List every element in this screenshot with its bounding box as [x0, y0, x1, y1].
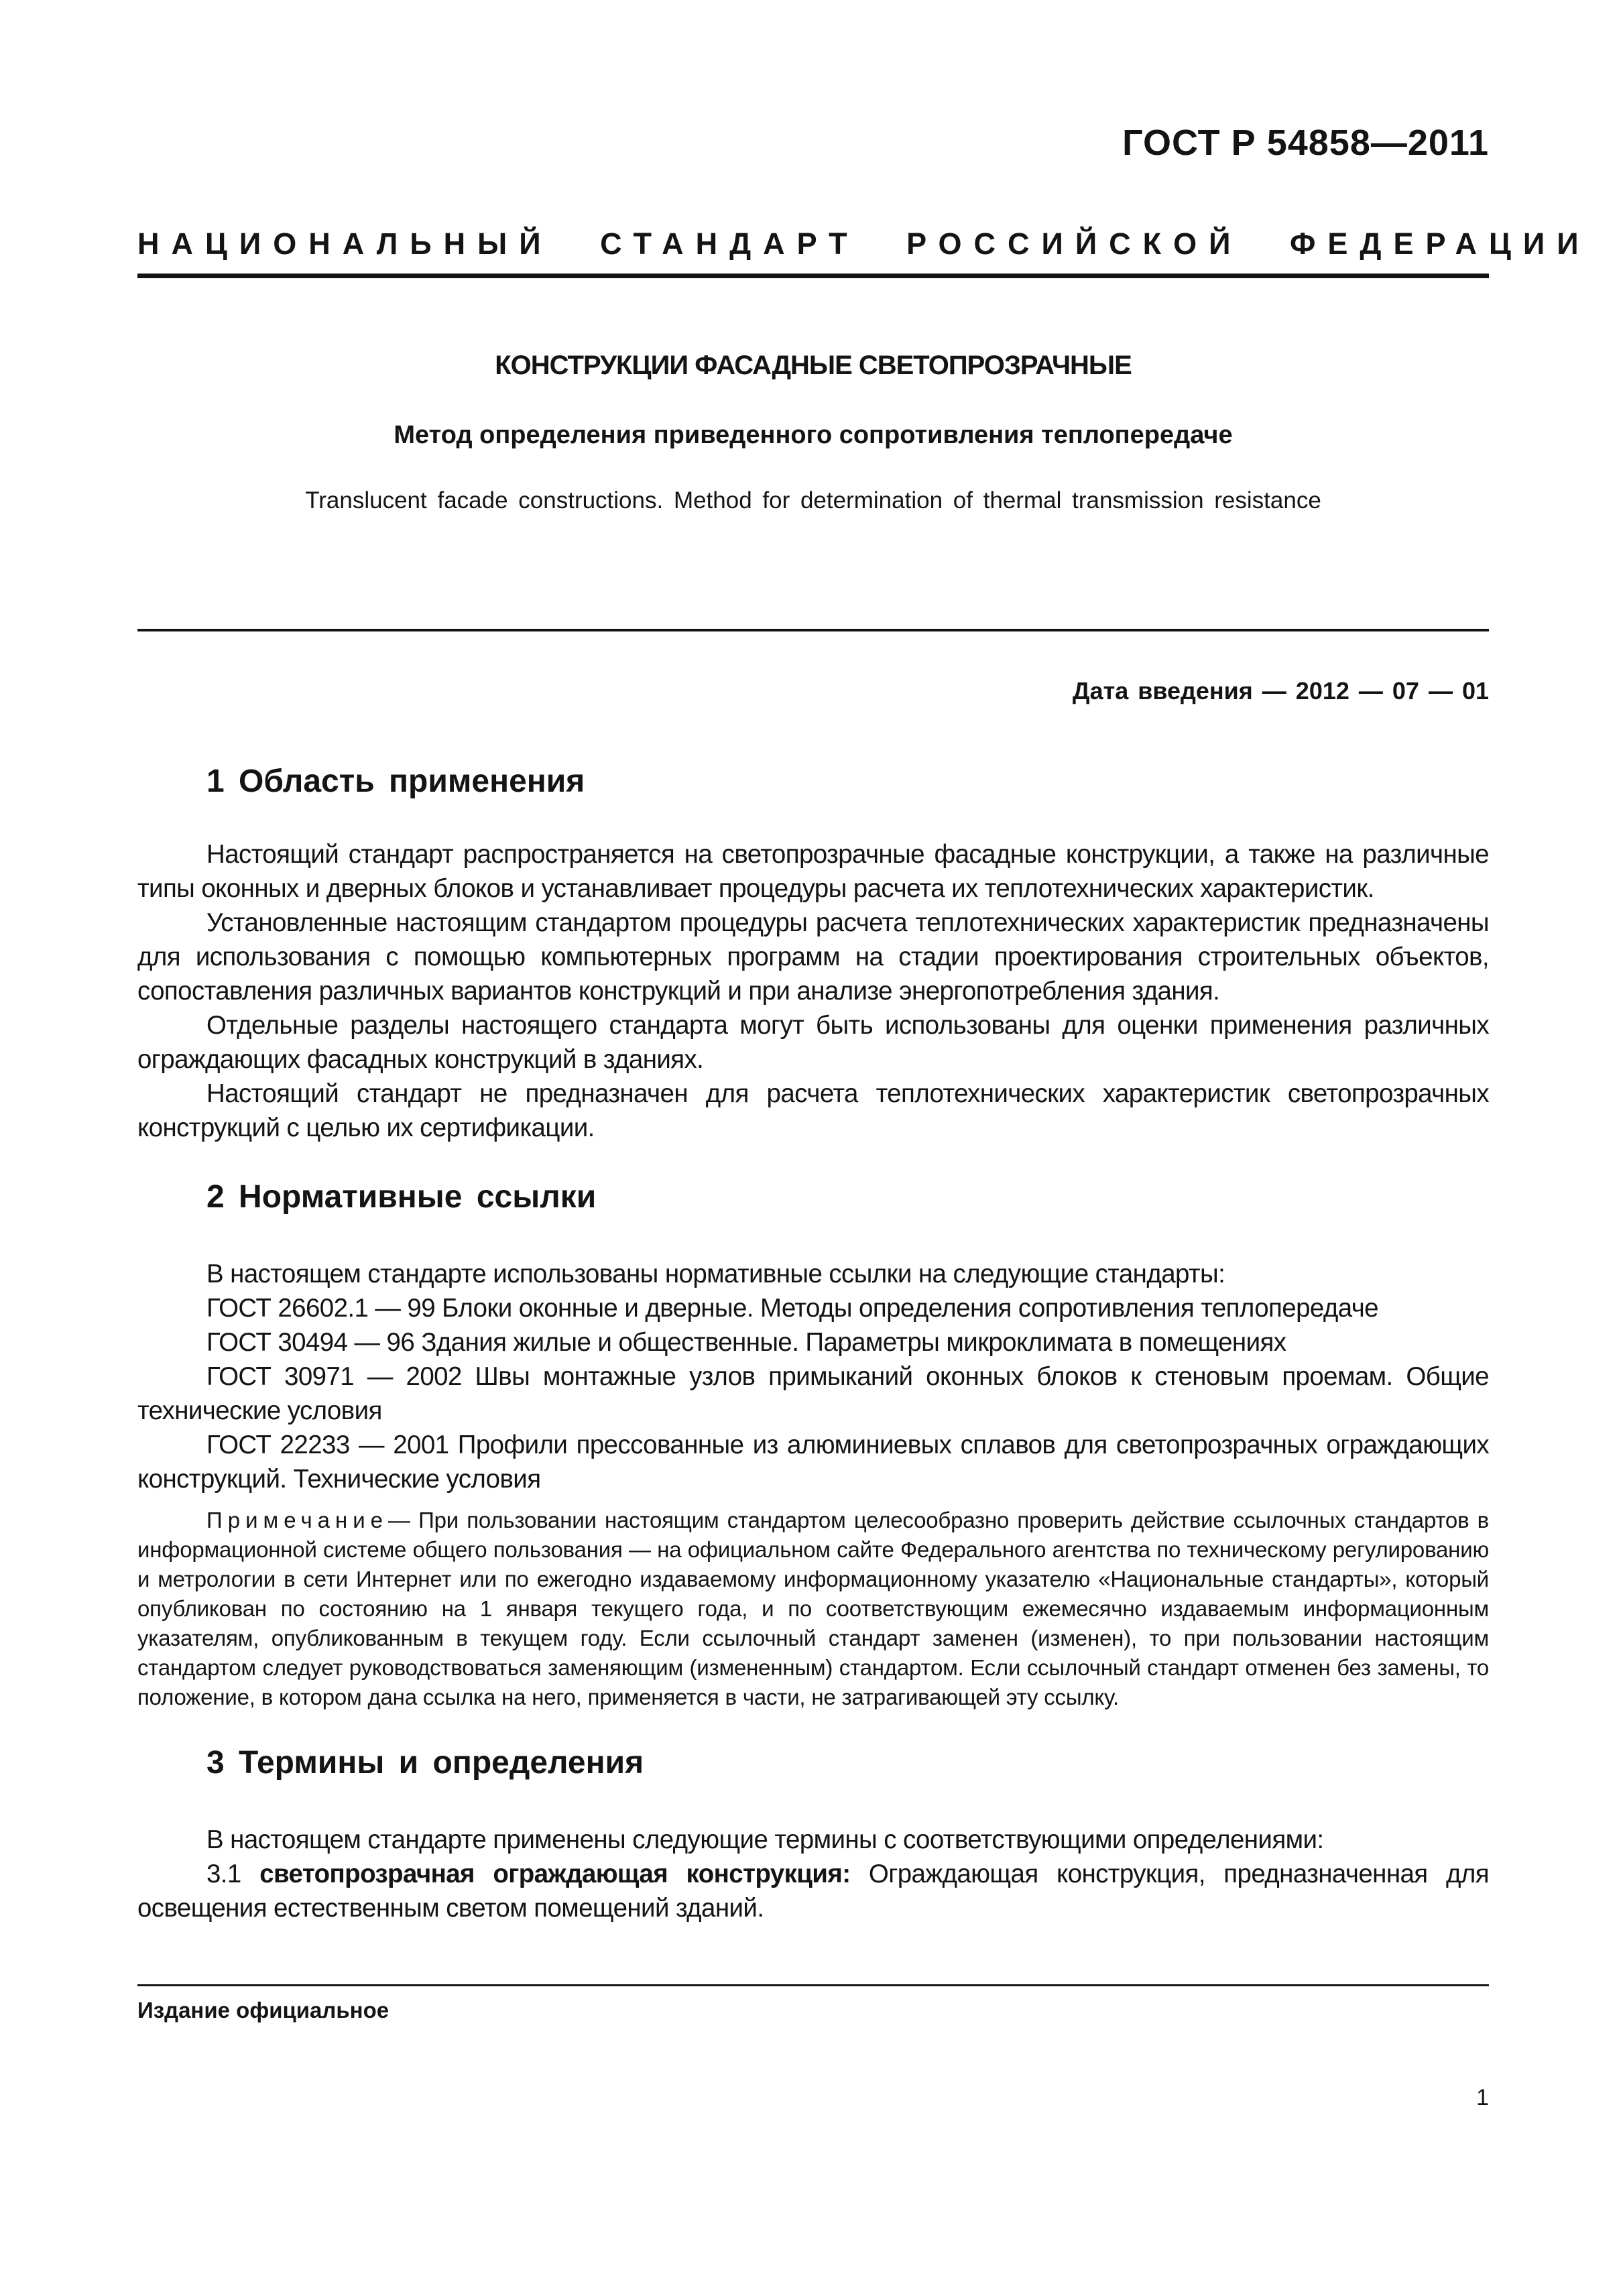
document-body	[137, 763, 1489, 1925]
paragraph: В настоящем стандарте использованы нормативные ссылки на следующие стандарты:	[206, 1260, 1225, 1288]
reference-item: ГОСТ 30494 — 96 Здания жилые и общественные. Параметры микроклимата в помещениях	[206, 1328, 1286, 1357]
reference-item: ГОСТ 30971 — 2002 Швы монтажные узлов примыканий оконных блоков к стеновым проемам. Общие технические условия	[137, 1362, 1489, 1425]
reference-item: ГОСТ 26602.1 — 99 Блоки оконные и дверные. Методы определения сопротивления теплопередаче	[206, 1294, 1378, 1323]
paragraph: Отдельные разделы настоящего стандарта могут быть использованы для оценки применения различных ограждающих фасадных конструкций в зданиях.	[137, 1011, 1489, 1074]
note-label: Примечание	[206, 1508, 389, 1532]
footer-rule	[137, 1984, 1489, 1986]
document-subtitle: Метод определения приведенного сопротивления теплопередаче	[394, 421, 1233, 449]
term-definition-text: Ограждающая конструкция, предназначенная для освещения естественным светом помещений зданий.	[137, 1860, 1489, 1923]
page-number: 1	[1476, 2085, 1489, 2110]
paragraph: В настоящем стандарте применены следующие термины с соответствующими определениями:	[206, 1825, 1324, 1854]
reference-item: ГОСТ 22233 — 2001 Профили прессованные из алюминиевых сплавов для светопрозрачных ограждающих конструкций. Технические условия	[137, 1431, 1489, 1494]
note-text: — При пользовании настоящим стандартом целесообразно проверить действие ссылочных стандартов в информационной системе общего пользования — на официальном сайте Федерального агентства по техническому регулированию и метрологии в сети Интернет или по ежегодно издаваемому информационному указателю «Национальные стандарты», который опубликован по состоянию на 1 января текущего года, и по соответствующим ежемесячно издаваемым информационным указателям, опубликованным в текущем году. Если ссылочный стандарт заменен (изменен), то при пользовании настоящим стандартом следует руководствоваться заменяющим (измененным) стандартом. Если ссылочный стандарт отменен без замены, то положение, в котором дана ссылка на него, применяется в части, не затрагивающей эту ссылку.	[137, 1508, 1489, 1709]
official-edition-label: Издание официальное	[137, 1998, 389, 2022]
section-heading-terms: 3 Термины и определения	[206, 1745, 644, 1780]
section-heading-scope: 1 Область применения	[206, 764, 585, 799]
paragraph: Настоящий стандарт распространяется на светопрозрачные фасадные конструкции, а также на различные типы оконных и дверных блоков и устанавливает процедуры расчета их теплотехнических характеристик.	[137, 840, 1489, 903]
english-title: Translucent facade constructions. Method for determination of thermal transmission resistance	[305, 487, 1321, 513]
term-definition	[137, 1857, 1489, 1925]
paragraph: Установленные настоящим стандартом процедуры расчета теплотехнических характеристик предназначены для использования с помощью компьютерных программ на стадии проектирования строительных объектов, сопоставления различных вариантов конструкций и при анализе энергопотребления здания.	[137, 908, 1489, 1006]
paragraph: Настоящий стандарт не предназначен для расчета теплотехнических характеристик светопрозрачных конструкций с целью их сертификации.	[137, 1079, 1489, 1142]
term-number: 3.1	[206, 1860, 241, 1888]
term: светопрозрачная ограждающая конструкция:	[259, 1860, 851, 1888]
national-standard-banner: НАЦИОНАЛЬНЫЙ СТАНДАРТ РОССИЙСКОЙ ФЕДЕРАЦИИ	[137, 227, 1591, 261]
date-of-introduction: Дата введения — 2012 — 07 — 01	[1072, 677, 1489, 705]
note	[137, 1506, 1489, 1712]
section-heading-references: 2 Нормативные ссылки	[206, 1179, 597, 1215]
standard-designation: ГОСТ Р 54858—2011	[1122, 123, 1489, 163]
document-title: КОНСТРУКЦИИ ФАСАДНЫЕ СВЕТОПРОЗРАЧНЫЕ	[495, 351, 1132, 380]
title-rule	[137, 629, 1489, 631]
header-rule	[137, 274, 1489, 278]
